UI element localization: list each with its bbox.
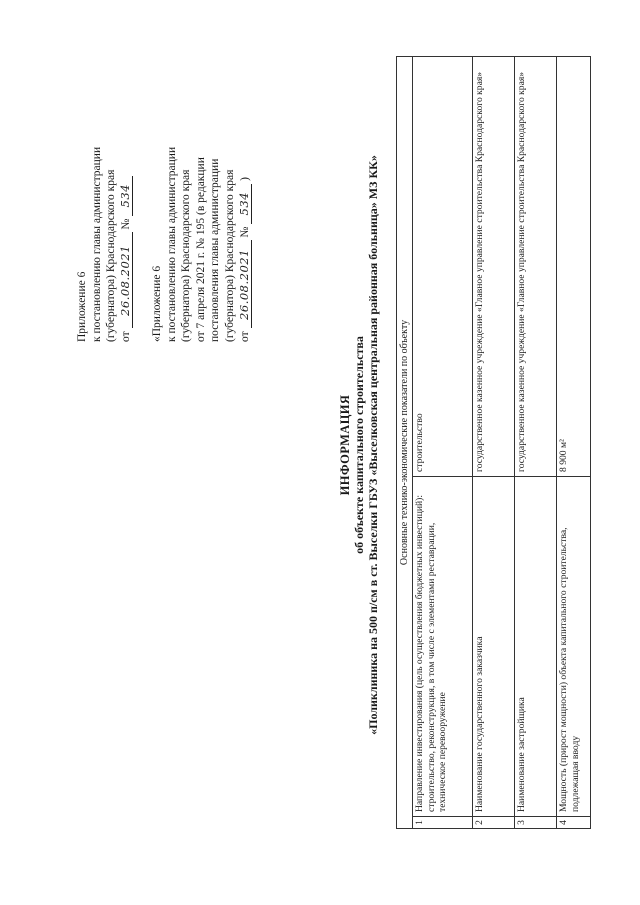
row-number: 2 — [473, 817, 515, 829]
handwritten-date-text: 26.08.2021 — [117, 245, 132, 316]
appendix-note-original — [150, 62, 252, 342]
heading-object-name: «Поликлиника на 500 п/см в ст. Выселки ГБУЗ «Выселковская центральная районная больница» МЗ КК» — [366, 155, 380, 735]
row-indicator: Направление инвестирования (цель осуществления бюджетных инвестиций): строительство, реконструкция, в том числе с элементами реставрации, техническое перевооружение — [413, 477, 473, 817]
appendix-line: к постановлению главы администрации — [90, 146, 103, 342]
appendix-date-line — [238, 62, 253, 342]
row-number: 3 — [515, 817, 557, 829]
handwritten-number — [238, 184, 252, 224]
row-indicator: Мощность (прирост мощности) объекта капитального строительства, подлежащая вводу — [557, 477, 591, 817]
row-value: государственное казенное учреждение «Главное управление строительства Краснодарского края» — [473, 56, 515, 476]
from-prefix: от — [238, 331, 251, 342]
handwritten-number-text: 534 — [117, 184, 132, 208]
appendix-line: от 7 апреля 2021 г. № 195 (в редакции — [194, 157, 207, 342]
number-sign: № — [119, 218, 132, 230]
handwritten-date — [238, 241, 252, 329]
table-caption-row — [397, 56, 413, 828]
from-prefix: от — [119, 331, 132, 342]
appendix-title: Приложение 6 — [76, 271, 88, 342]
row-number: 1 — [413, 817, 473, 829]
number-sign: № — [238, 226, 251, 238]
appendix-note-current — [75, 62, 133, 342]
appendix-line: (губернатора) Краснодарского края — [105, 169, 118, 342]
appendix-line: постановления главы администрации — [209, 158, 222, 342]
table-row — [413, 56, 473, 828]
row-indicator: Наименование государственного заказчика — [473, 477, 515, 817]
row-value: государственное казенное учреждение «Главное управление строительства Краснодарского края» — [515, 56, 557, 476]
appendix-line: (губернатора) Краснодарского края — [180, 169, 193, 342]
heading-title: ИНФОРМАЦИЯ — [338, 394, 352, 496]
row-value: строительство — [413, 56, 473, 476]
indicators-table — [396, 56, 591, 829]
appendix-date-line — [119, 62, 134, 342]
appendix-line: (губернатора) Краснодарского края — [223, 169, 236, 342]
heading-subtitle: об объекте капитального строительства — [352, 336, 366, 554]
handwritten-number — [119, 176, 133, 216]
table-row — [473, 56, 515, 828]
handwritten-date-text: 26.08.2021 — [236, 249, 251, 320]
handwritten-date — [119, 233, 133, 329]
row-number: 4 — [557, 817, 591, 829]
appendix-title: «Приложение 6 — [151, 265, 163, 342]
handwritten-number-text: 534 — [236, 192, 251, 216]
table-row — [557, 56, 591, 828]
row-value: 8 900 м² — [557, 56, 591, 476]
document-heading — [338, 45, 380, 845]
appendix-line: к постановлению главы администрации — [165, 146, 178, 342]
closing-bracket: ) — [238, 177, 251, 181]
table-row — [515, 56, 557, 828]
row-indicator: Наименование застройщика — [515, 477, 557, 817]
table-caption: Основные технико-экономические показатели по объекту — [397, 56, 413, 828]
